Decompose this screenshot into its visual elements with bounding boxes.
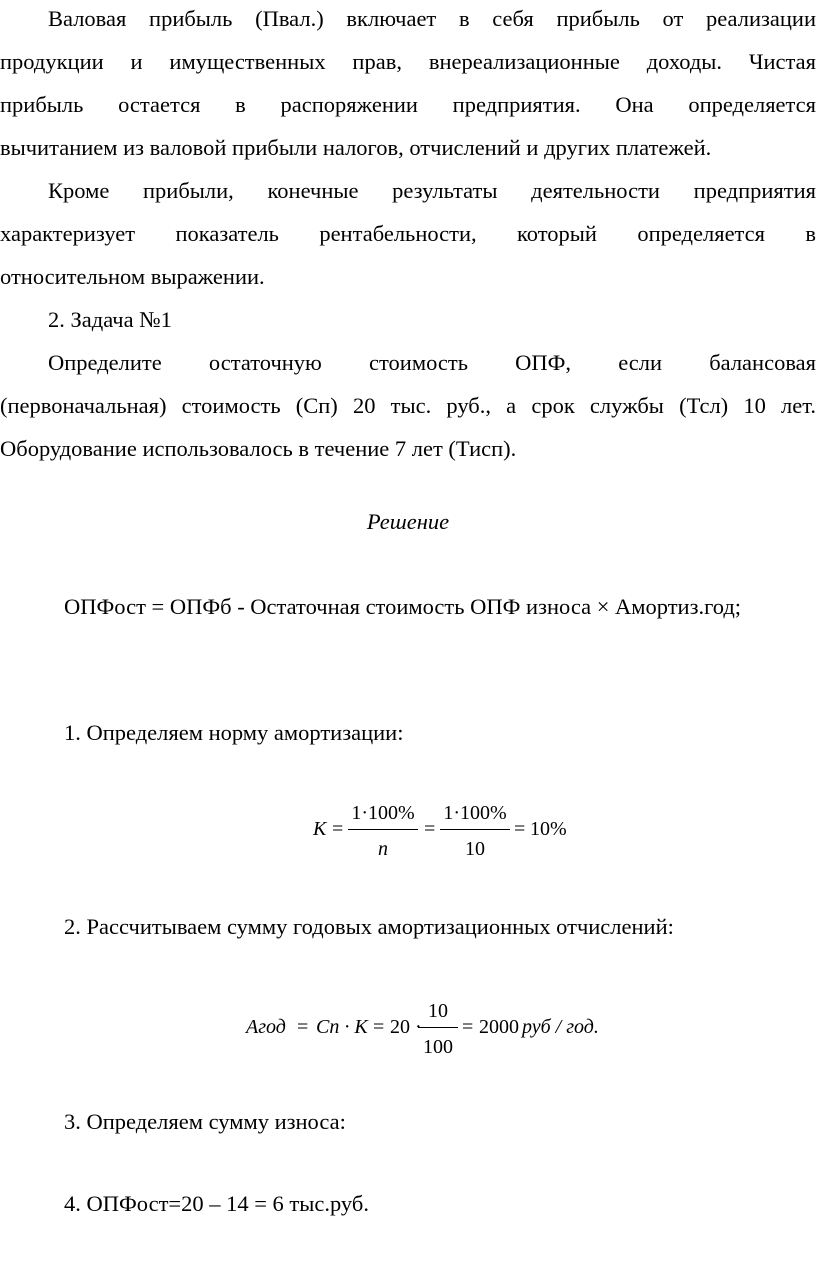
formula2-frac-denominator: 100 (423, 1036, 453, 1058)
step-3: 3. Определяем сумму износа: (64, 1109, 346, 1134)
formula2-eq1: = (297, 1016, 309, 1038)
formula2-fraction (418, 1000, 458, 1059)
formula1-frac1-numerator: 1·100% (348, 802, 418, 830)
formula1-frac2-numerator: 1·100% (440, 802, 510, 830)
paragraph-1-line-3: прибыль остается в распоряжении предприятия. Она определяется (0, 92, 816, 117)
formula1-lhs: K (313, 818, 327, 840)
formula1-result: 10% (530, 818, 567, 840)
formula1-frac1-denominator: n (378, 838, 388, 860)
formula-depreciation-rate (0, 800, 816, 870)
main-formula: ОПФост = ОПФб - Остаточная стоимость ОПФ износа × Амортиз.год; (64, 594, 742, 619)
formula1-fraction-1 (348, 802, 418, 861)
formula1-eq1: = (332, 818, 344, 840)
paragraph-1-line-2: продукции и имущественных прав, внереализационные доходы. Чистая (0, 49, 816, 74)
formula2-eq3: = (462, 1016, 474, 1038)
formula1-fraction-2 (440, 802, 510, 861)
paragraph-2-line-1: Кроме прибыли, конечные результаты деятельности предприятия (48, 178, 816, 203)
paragraph-2-line-3: относительном выражении. (0, 264, 265, 289)
formula2-frac-numerator: 10 (418, 1000, 458, 1028)
paragraph-2-line-2: характеризует показатель рентабельности, который определяется в (0, 221, 816, 246)
paragraph-1-line-4: вычитанием из валовой прибыли налогов, отчислений и других платежей. (0, 135, 712, 160)
paragraph-3-line-2: (первоначальная) стоимость (Сп) 20 тыс. руб., а срок службы (Тсл) 10 лет. (0, 393, 816, 418)
paragraph-3-line-1: Определите остаточную стоимость ОПФ, если балансовая (48, 350, 816, 375)
step-2: 2. Рассчитываем сумму годовых амортизационных отчислений: (64, 914, 674, 939)
formula1-eq3: = (514, 818, 526, 840)
formula1-eq2: = (424, 818, 436, 840)
formula2-result: 2000 (479, 1016, 519, 1038)
formula2-eq2: = (373, 1016, 385, 1038)
formula2-coef: 20 · (390, 1016, 422, 1038)
step-1: 1. Определяем норму амортизации: (64, 720, 404, 745)
formula2-mid: Сп · К (316, 1016, 368, 1038)
solution-title: Решение (366, 509, 450, 534)
paragraph-1-line-1: Валовая прибыль (Пвал.) включает в себя прибыль от реализации (48, 6, 816, 31)
formula1-frac2-denominator: 10 (465, 838, 485, 860)
formula-annual-depreciation (0, 998, 816, 1068)
formula2-lhs: Агод (246, 1016, 286, 1038)
task-heading: 2. Задача №1 (48, 307, 172, 332)
paragraph-3-line-3: Оборудование использовалось в течение 7 лет (Тисп). (0, 436, 517, 461)
formula2-unit: руб / год. (522, 1016, 599, 1038)
step-4: 4. ОПФост=20 – 14 = 6 тыс.руб. (64, 1191, 369, 1216)
